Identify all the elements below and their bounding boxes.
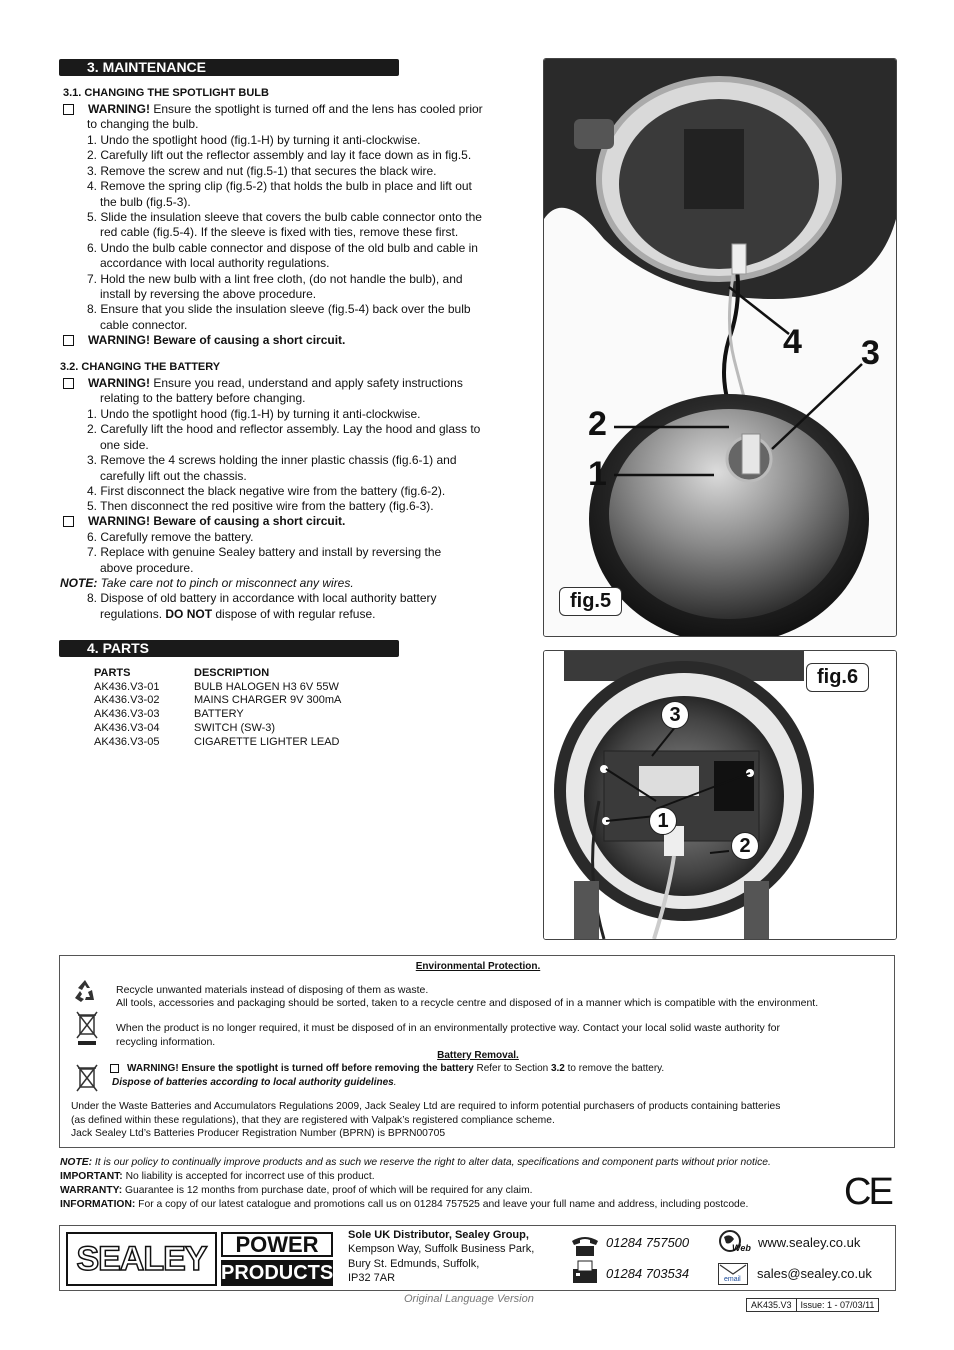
figure-5-photo: [544, 59, 896, 636]
step: above procedure.: [100, 560, 194, 575]
environmental-box: [59, 955, 895, 1148]
fig5-callout-4: 4: [783, 323, 802, 361]
ce-mark-icon: CE: [844, 1171, 891, 1213]
step: accordance with local authority regulations.: [100, 256, 330, 271]
step: 8. Ensure that you slide the insulation sleeve (fig.5-4) back over the bulb: [87, 302, 471, 317]
fax-number[interactable]: 01284 703534: [606, 1266, 690, 1281]
fig5-label: fig.5: [559, 587, 622, 616]
part-description: BATTERY: [194, 708, 244, 721]
part-number: AK436.V3-04: [94, 721, 160, 734]
section-3-title: 3. MAINTENANCE: [87, 59, 207, 75]
step: 7. Replace with genuine Sealey battery and install by reversing the: [87, 545, 442, 560]
document-code-box: [746, 1298, 879, 1312]
fig5-callout-3: 3: [861, 334, 880, 372]
step: 3. Remove the screw and nut (fig.5-1) that secures the black wire.: [87, 163, 437, 178]
battery-bin-crossed-icon: [76, 1063, 98, 1093]
email-icon-label: email: [724, 1276, 741, 1283]
step: 7. Hold the new bulb with a lint free cloth, (do not handle the bulb), and: [87, 271, 463, 286]
step: 6. Carefully remove the battery.: [87, 530, 254, 544]
section-4-title: 4. PARTS: [87, 640, 149, 656]
part-description: CIGARETTE LIGHTER LEAD: [194, 735, 340, 748]
env-line-4: recycling information.: [116, 1036, 216, 1048]
step: 2. Carefully lift the hood and reflector assembly. Lay the hood and glass to: [87, 422, 481, 437]
step: 1. Undo the spotlight hood (fig.1-H) by turning it anti-clockwise.: [87, 133, 421, 147]
address-line: IP32 7AR: [348, 1271, 396, 1284]
figure-6: [543, 650, 897, 940]
warning-battery: WARNING! Ensure you read, understand and apply safety instructions: [63, 376, 463, 391]
part-number: AK436.V3-05: [94, 735, 160, 748]
warning-short-circuit-1: WARNING! Beware of causing a short circuit.: [63, 333, 345, 348]
step: red cable (fig.5-4). If the sleeve is fixed with ties, remove these first.: [100, 225, 459, 240]
env-line-1: Recycle unwanted materials instead of disposing of them as waste.: [116, 984, 429, 996]
step: 6. Undo the bulb cable connector and dispose of the old bulb and cable in: [87, 240, 478, 255]
step: cable connector.: [100, 317, 188, 332]
env-line-3: When the product is no longer required, it must be disposed of in an environmentally protective way. Contact your local solid waste authority for: [116, 1022, 780, 1034]
fig5-callout-2: 2: [588, 405, 607, 443]
step: 5. Slide the insulation sleeve that covers the bulb cable connector onto the: [87, 210, 482, 225]
env-line-2: All tools, accessories and packaging should be sorted, taken to a recycle centre and disposed of in a manner which is compatible with the environment.: [116, 997, 819, 1009]
web-icon-label: Web: [732, 1243, 751, 1253]
phone-number[interactable]: 01284 757500: [606, 1235, 690, 1250]
power-logo: POWER: [221, 1232, 333, 1257]
part-description: BULB HALOGEN H3 6V 55W: [194, 680, 339, 693]
document-code: AK435.V3: [747, 1299, 797, 1311]
step: one side.: [100, 437, 149, 452]
wheelie-bin-crossed-icon: [76, 1010, 98, 1046]
issue-date: Issue: 1 - 07/03/11: [800, 1300, 875, 1310]
distributor-address: [348, 1228, 534, 1285]
fig6-label: fig.6: [806, 663, 869, 692]
step: the bulb (fig.5-3).: [100, 194, 191, 209]
step-8b: regulations. DO NOT dispose of with regular refuse.: [100, 607, 376, 621]
step: 4. First disconnect the black negative wire from the battery (fig.6-2).: [87, 484, 446, 499]
step-8a: 8. Dispose of old battery in accordance with local authority battery: [87, 591, 437, 605]
figure-6-photo: [544, 651, 896, 939]
fig6-callout-1: 1: [649, 807, 677, 835]
email-envelope-icon: [718, 1263, 748, 1285]
note-information: INFORMATION: For a copy of our latest catalogue and promotions call us on 01284 757525 and leave your full name and address, including postcode.: [60, 1199, 749, 1210]
products-logo: PRODUCTS: [221, 1262, 334, 1284]
step: 5. Then disconnect the red positive wire from the battery (fig.6-3).: [87, 499, 434, 514]
step: 4. Remove the spring clip (fig.5-2) that holds the bulb in place and lift out: [87, 179, 472, 194]
address-line: Kempson Way, Suffolk Business Park,: [348, 1243, 535, 1256]
reg-line: Under the Waste Batteries and Accumulators Regulations 2009, Jack Sealey Ltd are required to inform potential purchasers of products containing batteries: [71, 1101, 781, 1112]
parts-column: [94, 667, 194, 749]
warning-bulb-cont: to changing the bulb.: [87, 117, 199, 131]
figure-5: [543, 58, 897, 637]
fig6-callout-2: 2: [731, 832, 759, 860]
part-description: SWITCH (SW-3): [194, 721, 276, 734]
recycle-icon: [72, 978, 98, 1004]
note-warranty: WARRANTY: Guarantee is 12 months from purchase date, proof of which will be required for any claim.: [60, 1185, 533, 1196]
step: carefully lift out the chassis.: [100, 468, 247, 483]
original-language: Original Language Version: [404, 1293, 534, 1305]
checkbox-icon: [63, 378, 74, 389]
part-number: AK436.V3-01: [94, 680, 160, 693]
email-link[interactable]: sales@sealey.co.uk: [757, 1266, 872, 1281]
subsection-3-2-title: 3.2. CHANGING THE BATTERY: [60, 361, 221, 373]
step: 2. Carefully lift out the reflector assembly and lay it face down as in fig.5.: [87, 148, 472, 163]
part-number: AK436.V3-02: [94, 694, 160, 707]
battery-dispose: Dispose of batteries according to local authority guidelines.: [112, 1077, 397, 1088]
section-4-header: [59, 640, 399, 657]
fax-icon: [570, 1259, 600, 1285]
step: install by reversing the above procedure.: [100, 287, 317, 302]
warning-battery-cont: relating to the battery before changing.: [100, 391, 306, 405]
fig5-callout-1: 1: [588, 455, 607, 493]
battery-warning: WARNING! Ensure the spotlight is turned off before removing the battery Refer to Section 3.2 to remove the battery.: [110, 1063, 664, 1074]
reg-line: Jack Sealey Ltd’s Batteries Producer Registration Number (BPRN) is BPRN00705: [71, 1128, 446, 1140]
section-3-header: [59, 59, 399, 76]
warning-bulb: WARNING! Ensure the spotlight is turned off and the lens has cooled prior: [63, 102, 483, 117]
reg-line: (as defined within these regulations), that they are registered with Valpak’s registered compliance scheme.: [71, 1114, 555, 1126]
checkbox-icon: [110, 1064, 119, 1073]
part-number: AK436.V3-03: [94, 708, 160, 721]
note-wires: NOTE: Take care not to pinch or misconnect any wires.: [60, 576, 354, 590]
checkbox-icon: [63, 104, 74, 115]
checkbox-icon: [63, 335, 74, 346]
battery-steps: [87, 407, 480, 515]
sealey-logo: SEALEY: [66, 1232, 217, 1286]
step: 3. Remove the 4 screws holding the inner plastic chassis (fig.6-1) and: [87, 453, 457, 468]
legal-notes: [60, 1156, 771, 1212]
warning-short-circuit-2: WARNING! Beware of causing a short circuit.: [63, 514, 345, 529]
battery-regulations: [71, 1100, 780, 1141]
bulb-steps: [87, 133, 482, 333]
part-description: MAINS CHARGER 9V 300mA: [194, 694, 342, 707]
description-column: [194, 667, 394, 749]
battery-steps-2: [87, 530, 441, 576]
telephone-icon: [570, 1233, 600, 1257]
note-important: IMPORTANT: No liability is accepted for incorrect use of this product.: [60, 1171, 375, 1182]
note-policy: NOTE: It is our policy to continually improve products and as such we reserve the right to alter data, specifications and component parts without prior notice.: [60, 1157, 771, 1168]
distributor-name: Sole UK Distributor, Sealey Group,: [348, 1229, 529, 1241]
address-line: Bury St. Edmunds, Suffolk,: [348, 1257, 480, 1270]
fig6-callout-3: 3: [661, 701, 689, 729]
checkbox-icon: [63, 516, 74, 527]
env-title: Environmental Protection.: [415, 961, 541, 972]
web-globe-icon: [718, 1229, 752, 1257]
website-link[interactable]: www.sealey.co.uk: [758, 1235, 861, 1250]
subsection-3-1-title: 3.1. CHANGING THE SPOTLIGHT BULB: [63, 87, 269, 99]
battery-removal-title: Battery Removal.: [437, 1050, 519, 1061]
parts-header: PARTS: [94, 667, 131, 679]
step: 1. Undo the spotlight hood (fig.1-H) by turning it anti-clockwise.: [87, 407, 421, 421]
description-header: DESCRIPTION: [194, 667, 270, 679]
footer-box: [59, 1225, 896, 1291]
